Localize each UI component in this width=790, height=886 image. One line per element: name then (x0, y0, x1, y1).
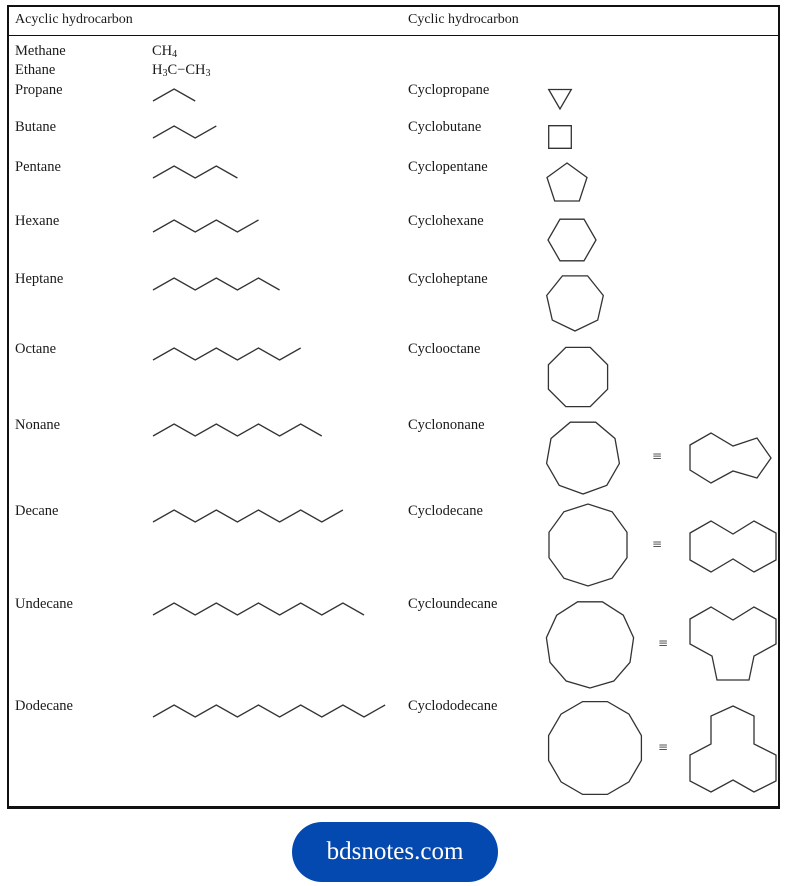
cyclic-name: Cyclooctane (408, 341, 481, 357)
skeletal-chain-7 (153, 278, 280, 290)
cyclic-name: Cyclododecane (408, 698, 498, 714)
cyclic-name: Cyclopentane (408, 159, 488, 175)
cyclic-name: Cycloundecane (408, 596, 498, 612)
ring-6 (548, 219, 596, 261)
skeletal-chain-12 (153, 705, 385, 717)
molecular-formula: $CH_4$ (152, 43, 178, 60)
molecular-formula: $H_3C-CH_3$ (152, 62, 211, 79)
acyclic-name: Ethane (15, 62, 56, 78)
equivalent-symbol: ≡ (658, 636, 669, 650)
bdsnotes-watermark[interactable] (292, 822, 498, 882)
cyclic-name: Cycloheptane (408, 271, 488, 287)
ring-9 (547, 422, 620, 494)
cyclic-name: Cyclopropane (408, 82, 490, 98)
skeletal-chain-5 (153, 166, 237, 178)
equivalent-symbol: ≡ (652, 449, 663, 463)
cyclic-name: Cyclononane (408, 417, 485, 433)
acyclic-name: Propane (15, 82, 63, 98)
header-cyclic: Cyclic hydrocarbon (408, 12, 519, 27)
acyclic-name: Hexane (15, 213, 60, 229)
acyclic-name: Methane (15, 43, 66, 59)
ring-3 (549, 90, 572, 110)
skeletal-chain-11 (153, 603, 364, 615)
skeletal-chain-10 (153, 510, 343, 522)
acyclic-name: Butane (15, 119, 57, 135)
cyclic-name: Cyclohexane (408, 213, 484, 229)
skeletal-chain-4 (153, 126, 216, 138)
watermark-label: bdsnotes.com (326, 838, 464, 865)
skeletal-chain-3 (153, 89, 195, 101)
header-acyclic: Acyclic hydrocarbon (15, 12, 133, 27)
ring-5 (547, 163, 587, 201)
ring-11 (546, 602, 633, 688)
acyclic-name: Decane (15, 503, 59, 519)
acyclic-name: Nonane (15, 417, 61, 433)
ring-conformation-12 (690, 706, 776, 792)
acyclic-name: Dodecane (15, 698, 73, 714)
acyclic-name: Heptane (15, 271, 64, 287)
skeletal-chain-8 (153, 348, 301, 360)
skeletal-chain-6 (153, 220, 259, 232)
ring-conformation-10 (690, 521, 776, 572)
ring-7 (547, 276, 604, 331)
skeletal-chain-9 (153, 424, 322, 436)
equivalent-symbol: ≡ (658, 740, 669, 754)
acyclic-name: Octane (15, 341, 57, 357)
cyclic-name: Cyclobutane (408, 119, 482, 135)
acyclic-name: Pentane (15, 159, 61, 175)
cyclic-name: Cyclodecane (408, 503, 483, 519)
ring-4 (549, 126, 572, 149)
ring-conformation-11 (690, 607, 776, 680)
ring-12 (549, 702, 642, 795)
ring-conformation-9 (690, 433, 771, 483)
ring-8 (548, 347, 607, 406)
ring-10 (549, 504, 627, 586)
equivalent-symbol: ≡ (652, 537, 663, 551)
acyclic-name: Undecane (15, 596, 73, 612)
